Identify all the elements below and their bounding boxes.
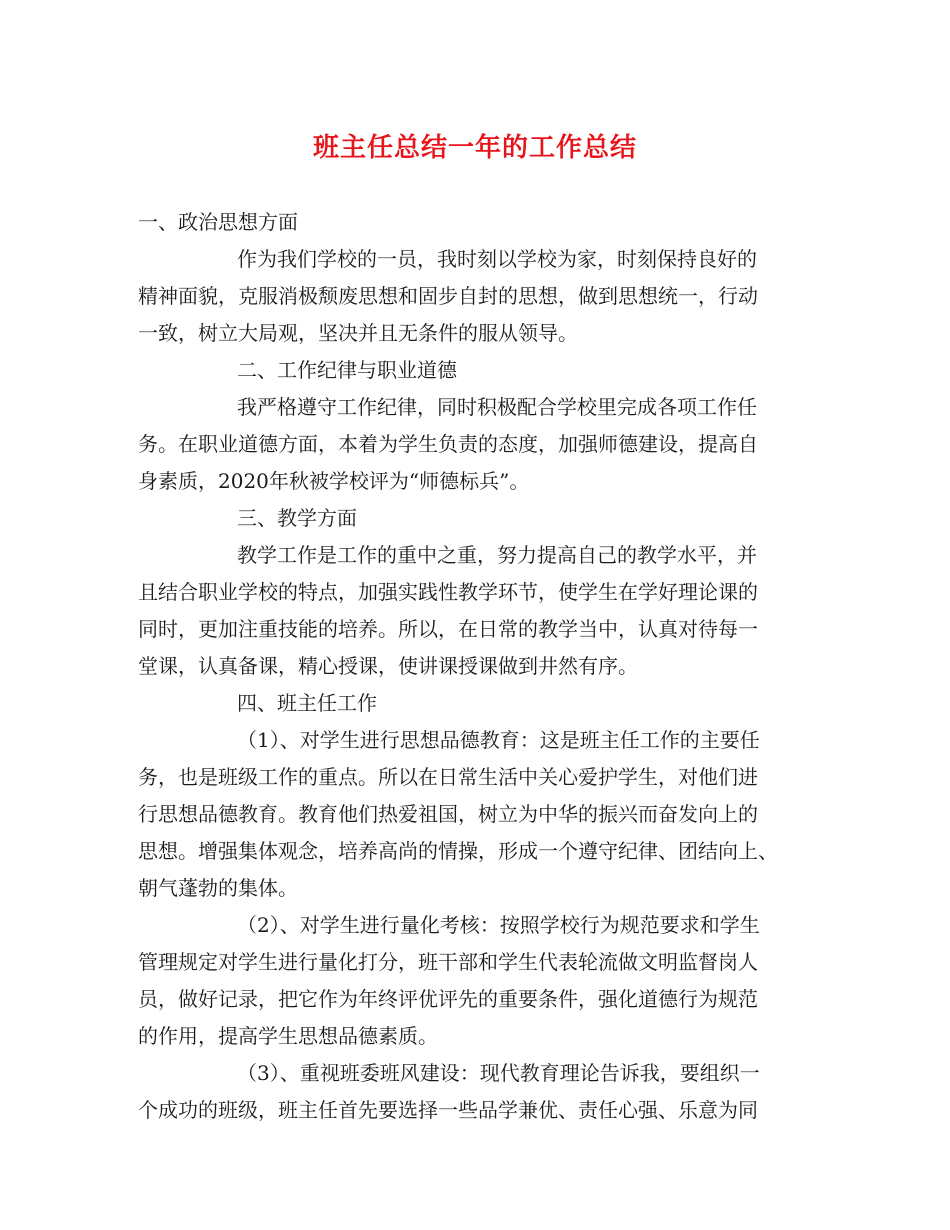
paragraph-line: 教学工作是工作的重中之重，努力提高自己的教学水平，并 — [237, 543, 757, 567]
section-heading-teaching: 三、教学方面 — [237, 506, 357, 530]
paragraph-line: 作为我们学校的一员，我时刻以学校为家，时刻保持良好的 — [237, 247, 757, 271]
paragraph-line: 务。在职业道德方面，本着为学生负责的态度，加强师德建设，提高自 — [138, 432, 758, 456]
paragraph-line: 员，做好记录，把它作为年终评优评先的重要条件，强化道德行为规范 — [138, 987, 758, 1011]
paragraph-line: 个成功的班级，班主任首先要选择一些品学兼优、责任心强、乐意为同 — [138, 1098, 758, 1122]
paragraph-line: 堂课，认真备课，精心授课，使讲课授课做到井然有序。 — [138, 654, 638, 678]
paragraph-line: （3）、重视班委班风建设：现代教育理论告诉我，要组织一 — [237, 1061, 760, 1085]
section-heading-discipline: 二、工作纪律与职业道德 — [237, 358, 457, 382]
paragraph-line: 管理规定对学生进行量化打分，班干部和学生代表轮流做文明监督岗人 — [138, 950, 758, 974]
paragraph-line: （1）、对学生进行思想品德教育：这是班主任工作的主要任 — [237, 728, 760, 752]
paragraph-line: 身素质，2020年秋被学校评为“师德标兵”。 — [138, 469, 530, 493]
paragraph-line: 精神面貌，克服消极颓废思想和固步自封的思想，做到思想统一，行动 — [138, 284, 758, 308]
paragraph-line: 我严格遵守工作纪律，同时积极配合学校里完成各项工作任 — [237, 395, 757, 419]
paragraph-line: 朝气蓬勃的集体。 — [138, 876, 298, 900]
paragraph-line: （2）、对学生进行量化考核：按照学校行为规范要求和学生 — [237, 913, 760, 937]
document-title: 班主任总结一年的工作总结 — [312, 133, 637, 163]
paragraph-line: 思想。增强集体观念，培养高尚的情操，形成一个遵守纪律、团结向上、 — [138, 839, 778, 863]
paragraph-line: 同时，更加注重技能的培养。所以，在日常的教学当中，认真对待每一 — [138, 617, 758, 641]
section-heading-class-teacher: 四、班主任工作 — [237, 691, 377, 715]
paragraph-line: 的作用，提高学生思想品德素质。 — [138, 1024, 438, 1048]
section-heading-politics: 一、政治思想方面 — [138, 210, 298, 234]
paragraph-line: 行思想品德教育。教育他们热爱祖国，树立为中华的振兴而奋发向上的 — [138, 802, 758, 826]
paragraph-line: 且结合职业学校的特点，加强实践性教学环节，使学生在学好理论课的 — [138, 580, 758, 604]
paragraph-line: 务，也是班级工作的重点。所以在日常生活中关心爱护学生，对他们进 — [138, 765, 758, 789]
paragraph-line: 一致，树立大局观，坚决并且无条件的服从领导。 — [138, 321, 578, 345]
